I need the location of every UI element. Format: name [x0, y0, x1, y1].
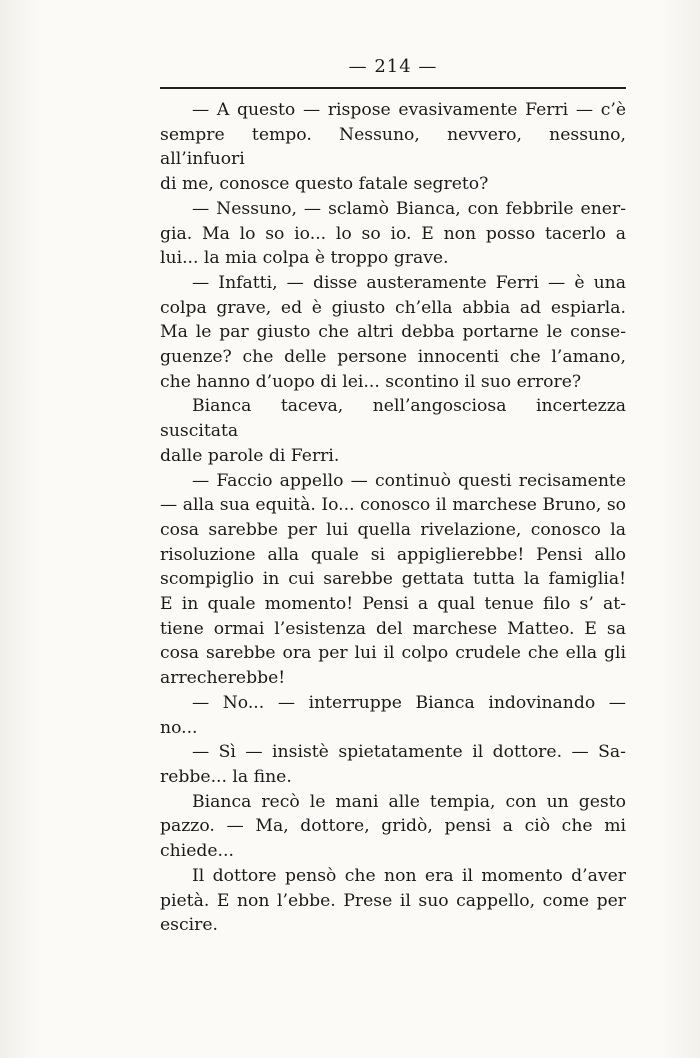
text-line: no...	[160, 717, 198, 738]
text-line: — Infatti, — disse austeramente Ferri — è una	[192, 272, 626, 293]
text-line: pietà. E non l’ebbe. Prese il suo cappello, come per	[160, 890, 626, 911]
text-line: Bianca recò le mani alle tempia, con un gesto	[192, 791, 626, 812]
text-line: — alla sua equità. Io... conosco il marchese Bruno, so	[160, 495, 626, 516]
text-line: Bianca taceva, nell’angosciosa incertezza suscitata	[160, 396, 626, 442]
text-line: arrecherebbe!	[160, 668, 286, 689]
text-line: — Sì — insistè spietatamente il dottore. — Sa-	[192, 742, 626, 763]
text-line: — Nessuno, — sclamò Bianca, con febbrile ener-	[192, 198, 626, 219]
text-line: guenze? che delle persone innocenti che l’amano,	[160, 347, 626, 368]
text-line: Ma le par giusto che altri debba portarne le conse-	[160, 322, 626, 343]
header-rule	[160, 87, 626, 89]
text-line: — A questo — rispose evasivamente Ferri — c’è	[192, 100, 626, 120]
text-line: tiene ormai l’esistenza del marchese Matteo. E sa	[160, 618, 626, 639]
text-line: gia. Ma lo so io... lo so io. E non posso tacerlo a	[160, 223, 626, 244]
text-line: risoluzione alla quale si appiglierebbe! Pensi allo	[160, 544, 626, 565]
text-line: Il dottore pensò che non era il momento d’aver	[192, 865, 626, 886]
text-line: dalle parole di Ferri.	[160, 445, 340, 466]
text-line: pazzo. — Ma, dottore, gridò, pensi a ciò che mi	[160, 816, 626, 837]
text-line: che hanno d’uopo di lei... scontino il suo errore?	[160, 371, 582, 392]
text-line: lui... la mia colpa è troppo grave.	[160, 248, 449, 269]
page-number: — 214 —	[348, 56, 438, 77]
text-line: sempre tempo. Nessuno, nevvero, nessuno, all’infuori	[160, 124, 626, 170]
text-line: cosa sarebbe per lui quella rivelazione, conosco la	[160, 519, 626, 540]
text-line: chiede...	[160, 841, 234, 862]
text-line: E in quale momento! Pensi a qual tenue filo s’ at-	[160, 594, 626, 615]
text-line: — Faccio appello — continuò questi recisamente	[192, 470, 626, 491]
text-line: colpa grave, ed è giusto ch’ella abbia ad espiarla.	[160, 297, 626, 318]
body-text	[160, 98, 626, 938]
text-line: di me, conosce questo fatale segreto?	[160, 174, 489, 195]
text-line: escire.	[160, 915, 218, 936]
text-line: cosa sarebbe ora per lui il colpo crudele che ella gli	[160, 643, 626, 664]
text-line: — No... — interruppe Bianca indovinando —	[192, 692, 626, 713]
text-line: scompiglio in cui sarebbe gettata tutta la famiglia!	[160, 569, 626, 590]
text-line: rebbe... la fine.	[160, 766, 292, 787]
